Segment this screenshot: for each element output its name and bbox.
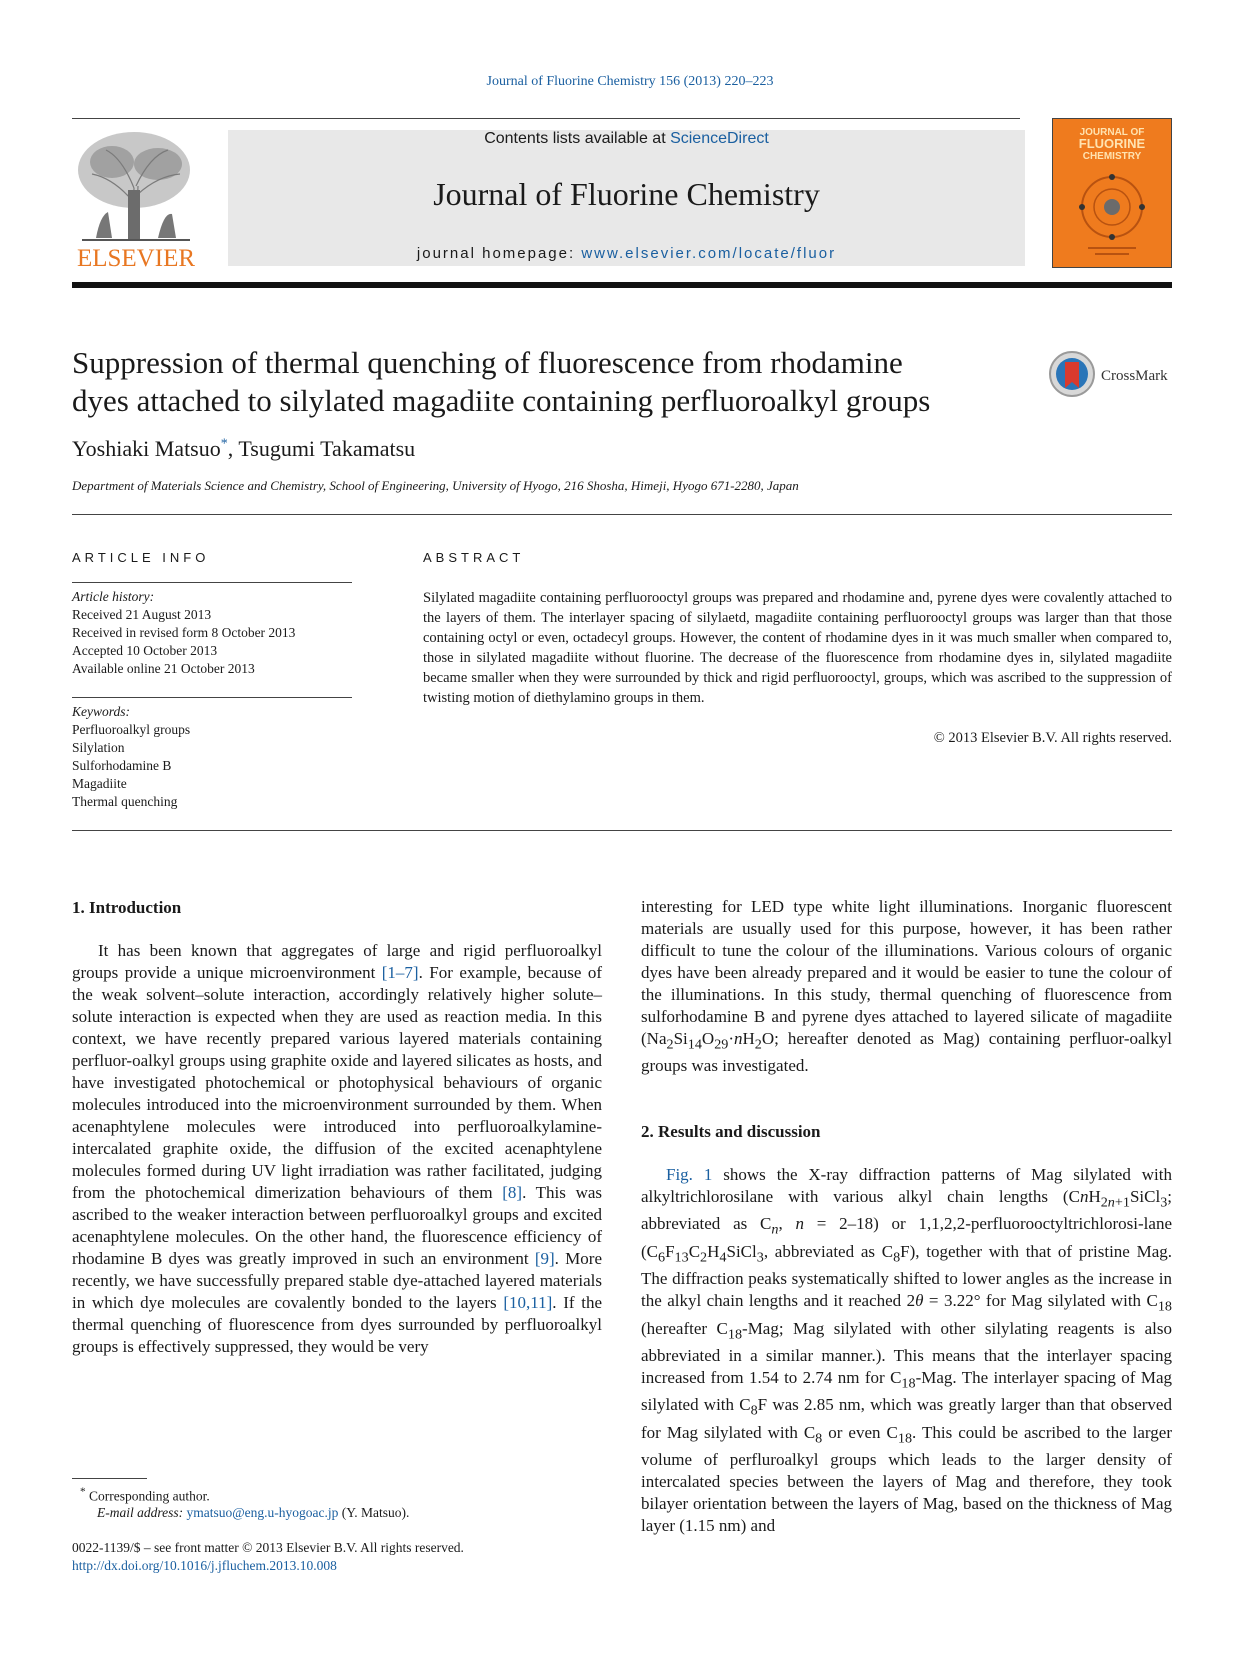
results-text: F was 2.85 nm, which was greatly larger than that observed for Mag silylated with C: [641, 1395, 1172, 1442]
history-accepted: Accepted 10 October 2013: [72, 643, 218, 658]
abstract-copyright: © 2013 Elsevier B.V. All rights reserved.: [933, 730, 1172, 746]
title-line-1: Suppression of thermal quenching of fluorescence from rhodamine: [72, 345, 903, 380]
keywords-rule: [72, 697, 352, 698]
footnote-mark: *: [80, 1486, 86, 1498]
author-2: Tsugumi Takamatsu: [238, 436, 416, 461]
article-info-heading: ARTICLE INFO: [72, 550, 210, 565]
cover-title-1: JOURNAL OF: [1079, 127, 1145, 138]
homepage-link[interactable]: www.elsevier.com/locate/fluor: [581, 245, 837, 262]
results-text: F), together with that of pristine Mag. The diffraction peaks systematically shifted to lower angles as the increase in the alkyl chain lengths and it reached 2: [641, 1241, 1172, 1311]
email-link[interactable]: ymatsuo@eng.u-hyogoac.jp: [186, 1505, 339, 1520]
email-label: E-mail address:: [97, 1505, 187, 1520]
elsevier-wordmark: ELSEVIER: [76, 245, 196, 270]
article-history: [72, 588, 352, 678]
crossmark-label: CrossMark: [1101, 368, 1168, 384]
history-revised: Received in revised form 8 October 2013: [72, 625, 296, 640]
results-text: or even C: [822, 1422, 898, 1442]
title-line-2: dyes attached to silylated magadiite containing perfluoroalkyl groups: [72, 383, 931, 418]
results-text: shows the X-ray diffraction patterns of Mag silylated with alkyltrichlorosilane with various alkyl chain lengths (C: [641, 1165, 1172, 1206]
elsevier-logo: [72, 128, 200, 270]
history-label: Article history:: [72, 589, 155, 604]
results-paragraph: Fig. 1 shows the X-ray diffraction patterns of Mag silylated with alkyltrichlorosilane with various alkyl chain lengths (CnH$_{2n+1}$SiCl$_3$; abbreviated as $C_n$, n = 2–18) or 1,1,2,2-perfluorooctyltrichlorosi-lane ($C_6F_{13}C_2H_4SiCl_3$, abbreviated as $C_8F$), together with that of pristine Mag. The diffraction peaks systematically shifted to lower angles as the increase in the alkyl chain lengths and it reached 2θ = 3.22° for Mag silylated with $C_{18}$ (hereafter $C_{18}$-Mag; Mag silylated with other silylating reagents is also abbreviated in a similar manner.). This means that the interlayer spacing increased from 1.54 to 2.74 nm for $C_{18}$-Mag. The interlayer spacing of Mag silylated with $C_8F$ was 2.85 nm, which was greatly larger than that observed for Mag silylated with $C_8$ or even $C_{18}$. This could be ascribed to the larger volume of perfluroalkyl groups which leads to the larger density of intercalated species between the layers of Mag and therefore, they took bilayer orientation between the layers of Mag, based on the thickness of Mag layer (1.15 nm) and: [641, 1165, 1173, 1536]
citation-link[interactable]: [9]: [534, 1249, 555, 1268]
crossmark-icon: [1048, 350, 1172, 400]
introduction-paragraph-continued: interesting for LED type white light illuminations. Inorganic fluorescent materials are usually used for this purpose, however, it has been rather difficult to tune the colour of the illuminations. Various colours of organic dyes have been already prepared and it would be easier to tune the colour of the illuminations. In this study, thermal quenching of fluorescence from sulforhodamine B and pyrene dyes attached to layered silicate of magadiite ($Na_2Si_{14}O_{29}\cdot nH_2O$; hereafter denoted as Mag) containing perfluor-oalkyl groups was investigated.: [641, 897, 1172, 1076]
results-text: . This could be ascribed to the larger volume of perfluroalkyl groups which leads to the larger density of intercalated species between the layers of Mag and therefore, they took bilayer orientation between the layers of Mag, based on the thickness of Mag layer (1.15 nm) and: [641, 1422, 1172, 1536]
article-info-rule: [72, 582, 352, 583]
footnote-text: Corresponding author.: [85, 1488, 210, 1504]
journal-name: Journal of Fluorine Chemistry: [433, 176, 820, 212]
results-text: = 2–18) or 1,1,2,2-perfluorooctyltrichlorosi-lane (C: [641, 1214, 1173, 1261]
header-thick-rule: [72, 282, 1172, 288]
citation-link[interactable]: [1–7]: [381, 963, 419, 982]
issn-line: 0022-1139/$ – see front matter © 2013 Elsevier B.V. All rights reserved.: [72, 1540, 464, 1555]
footnote-rule: [72, 1478, 147, 1479]
results-text: = 3.22° for Mag silylated with C: [923, 1291, 1158, 1311]
affiliation: Department of Materials Science and Chemistry, School of Engineering, University of Hyogo, 216 Shosha, Himeji, Hyogo 671-2280, Japan: [72, 478, 799, 493]
author-separator: ,: [227, 436, 239, 461]
abstract-end-rule: [72, 830, 1172, 831]
results-text: , abbreviated as C: [763, 1241, 894, 1261]
journal-homepage-line: [228, 245, 1025, 262]
intro-text-2: . For example, because of the weak solvent–solute interaction, accordingly relatively higher solute–solute interaction is expected when they are used as reaction media. In this context, we have recently prepared various layered materials containing perfluor-oalkyl groups using graphite oxide and layered silicates as hosts, and have investigated photochemical or photophysical behaviours of organic molecules introduced into the microenvironment surrounded by them. When acenaphtylene molecules were introduced into perfluoroalkylamine-intercalated graphite oxide, the diffusion of the excited acenaphtylene molecules formed during UV light irradiation was rather facilitated, judging from the photochemical dimerization behaviours of them: [72, 963, 602, 1202]
homepage-prefix: journal homepage:: [416, 245, 582, 262]
contents-prefix: Contents lists available at: [484, 130, 671, 147]
journal-reference-link[interactable]: Journal of Fluorine Chemistry 156 (2013) 220–223: [486, 74, 774, 89]
keyword-item: Perfluoroalkyl groups: [72, 722, 191, 737]
cover-title-2: FLUORINE: [1078, 136, 1146, 151]
intro-text-1: It has been known that aggregates of large and rigid perfluoroalkyl groups provide a unique microenvironment: [72, 941, 602, 982]
citation-link[interactable]: [10,11]: [503, 1293, 553, 1312]
author-list: [72, 436, 415, 462]
intro-cont-text-2: ; hereafter denoted as Mag) containing perfluor-oalkyl groups was investigated.: [641, 1029, 1172, 1076]
citation-link[interactable]: [8]: [502, 1183, 523, 1202]
contents-line: [228, 130, 1025, 148]
figure-link[interactable]: Fig. 1: [666, 1165, 713, 1184]
corresponding-author-mark[interactable]: *: [220, 436, 228, 452]
abstract-text: Silylated magadiite containing perfluorooctyl groups was prepared and rhodamine and, pyrene dyes were covalently attached to the layers of them. The interlayer spacing of silylaetd, magadiite containing perfluorooctyl groups was larger than that those containing octyl or even, octadecyl groups. However, the content of rhodamine dyes in it was much smaller when compared to, those in silylated magadiite without fluorine. The decrease of the fluorescence from rhodamine dyes in, silylated magadiite became smaller when they were surrounded by thick and rigid perfluorooctyl, groups, which was ascribed to the suppression of twisting motion of diethylamino groups in them.: [423, 590, 1172, 706]
intro-text-5: . If the thermal quenching of fluorescence from dyes surrounded by perfluoroalkyl groups is effectively suppressed, they would be very: [72, 1293, 603, 1356]
cover-title-3: CHEMISTRY: [1082, 151, 1142, 162]
article-title: [72, 344, 1032, 420]
cover-atom-icon: [1053, 119, 1171, 267]
results-text: ; abbreviated as C: [641, 1187, 1172, 1234]
header-rule: [72, 118, 1020, 119]
author-1: Yoshiaki Matsuo: [72, 436, 221, 461]
corresponding-author-footnote: [80, 1486, 210, 1505]
introduction-paragraph: [72, 940, 602, 1358]
journal-cover-thumbnail: [1052, 118, 1172, 268]
email-suffix: (Y. Matsuo).: [338, 1505, 410, 1520]
keyword-item: Magadiite: [72, 776, 127, 791]
intro-text-3: . This was ascribed to the weaker interaction between perfluoroalkyl groups and excited acenaphtylene molecules. On the other hand, the fluorescence efficiency of rhodamine B dyes was greatly improved in such an environment: [72, 1183, 603, 1268]
email-footnote: [97, 1505, 409, 1521]
affiliation-rule: [72, 514, 1172, 515]
results-text: (hereafter C: [641, 1318, 728, 1338]
sciencedirect-link[interactable]: ScienceDirect: [670, 130, 769, 147]
elsevier-tree-icon: [72, 128, 200, 270]
results-text: -Mag. The interlayer spacing of Mag silylated with C: [641, 1367, 1172, 1415]
results-heading: 2. Results and discussion: [641, 1122, 821, 1141]
keyword-item: Silylation: [72, 740, 125, 755]
keywords: [72, 703, 352, 811]
keywords-label: Keywords:: [72, 704, 130, 719]
journal-header-box: [228, 130, 1025, 266]
history-received: Received 21 August 2013: [72, 607, 212, 622]
history-online: Available online 21 October 2013: [72, 661, 255, 676]
keyword-item: Sulforhodamine B: [72, 758, 172, 773]
abstract-heading: ABSTRACT: [423, 550, 525, 565]
intro-text-4: . More recently, we have successfully prepared stable dye-attached layered materials in which dye molecules are covalently bonded to the layers: [72, 1249, 602, 1312]
intro-cont-text-1: interesting for LED type white light illuminations. Inorganic fluorescent materials are usually used for this purpose, however, it has been rather difficult to tune the colour of the illuminations. Various colours of organic dyes have been already prepared and it would be easier to tune the colour of the illuminations. In this study, thermal quenching of fluorescence from sulforhodamine B and pyrene dyes attached to layered silicate of magadiite (Na: [641, 897, 1172, 1048]
results-text: -Mag; Mag silylated with other silylating reagents is also abbreviated in a similar manner.). This means that the interlayer spacing increased from 1.54 to 2.74 nm for C: [641, 1318, 1172, 1387]
keyword-item: Thermal quenching: [72, 794, 178, 809]
doi-link[interactable]: http://dx.doi.org/10.1016/j.jfluchem.2013.10.008: [72, 1558, 337, 1573]
crossmark-button[interactable]: [1048, 350, 1172, 400]
introduction-heading: 1. Introduction: [72, 898, 182, 917]
